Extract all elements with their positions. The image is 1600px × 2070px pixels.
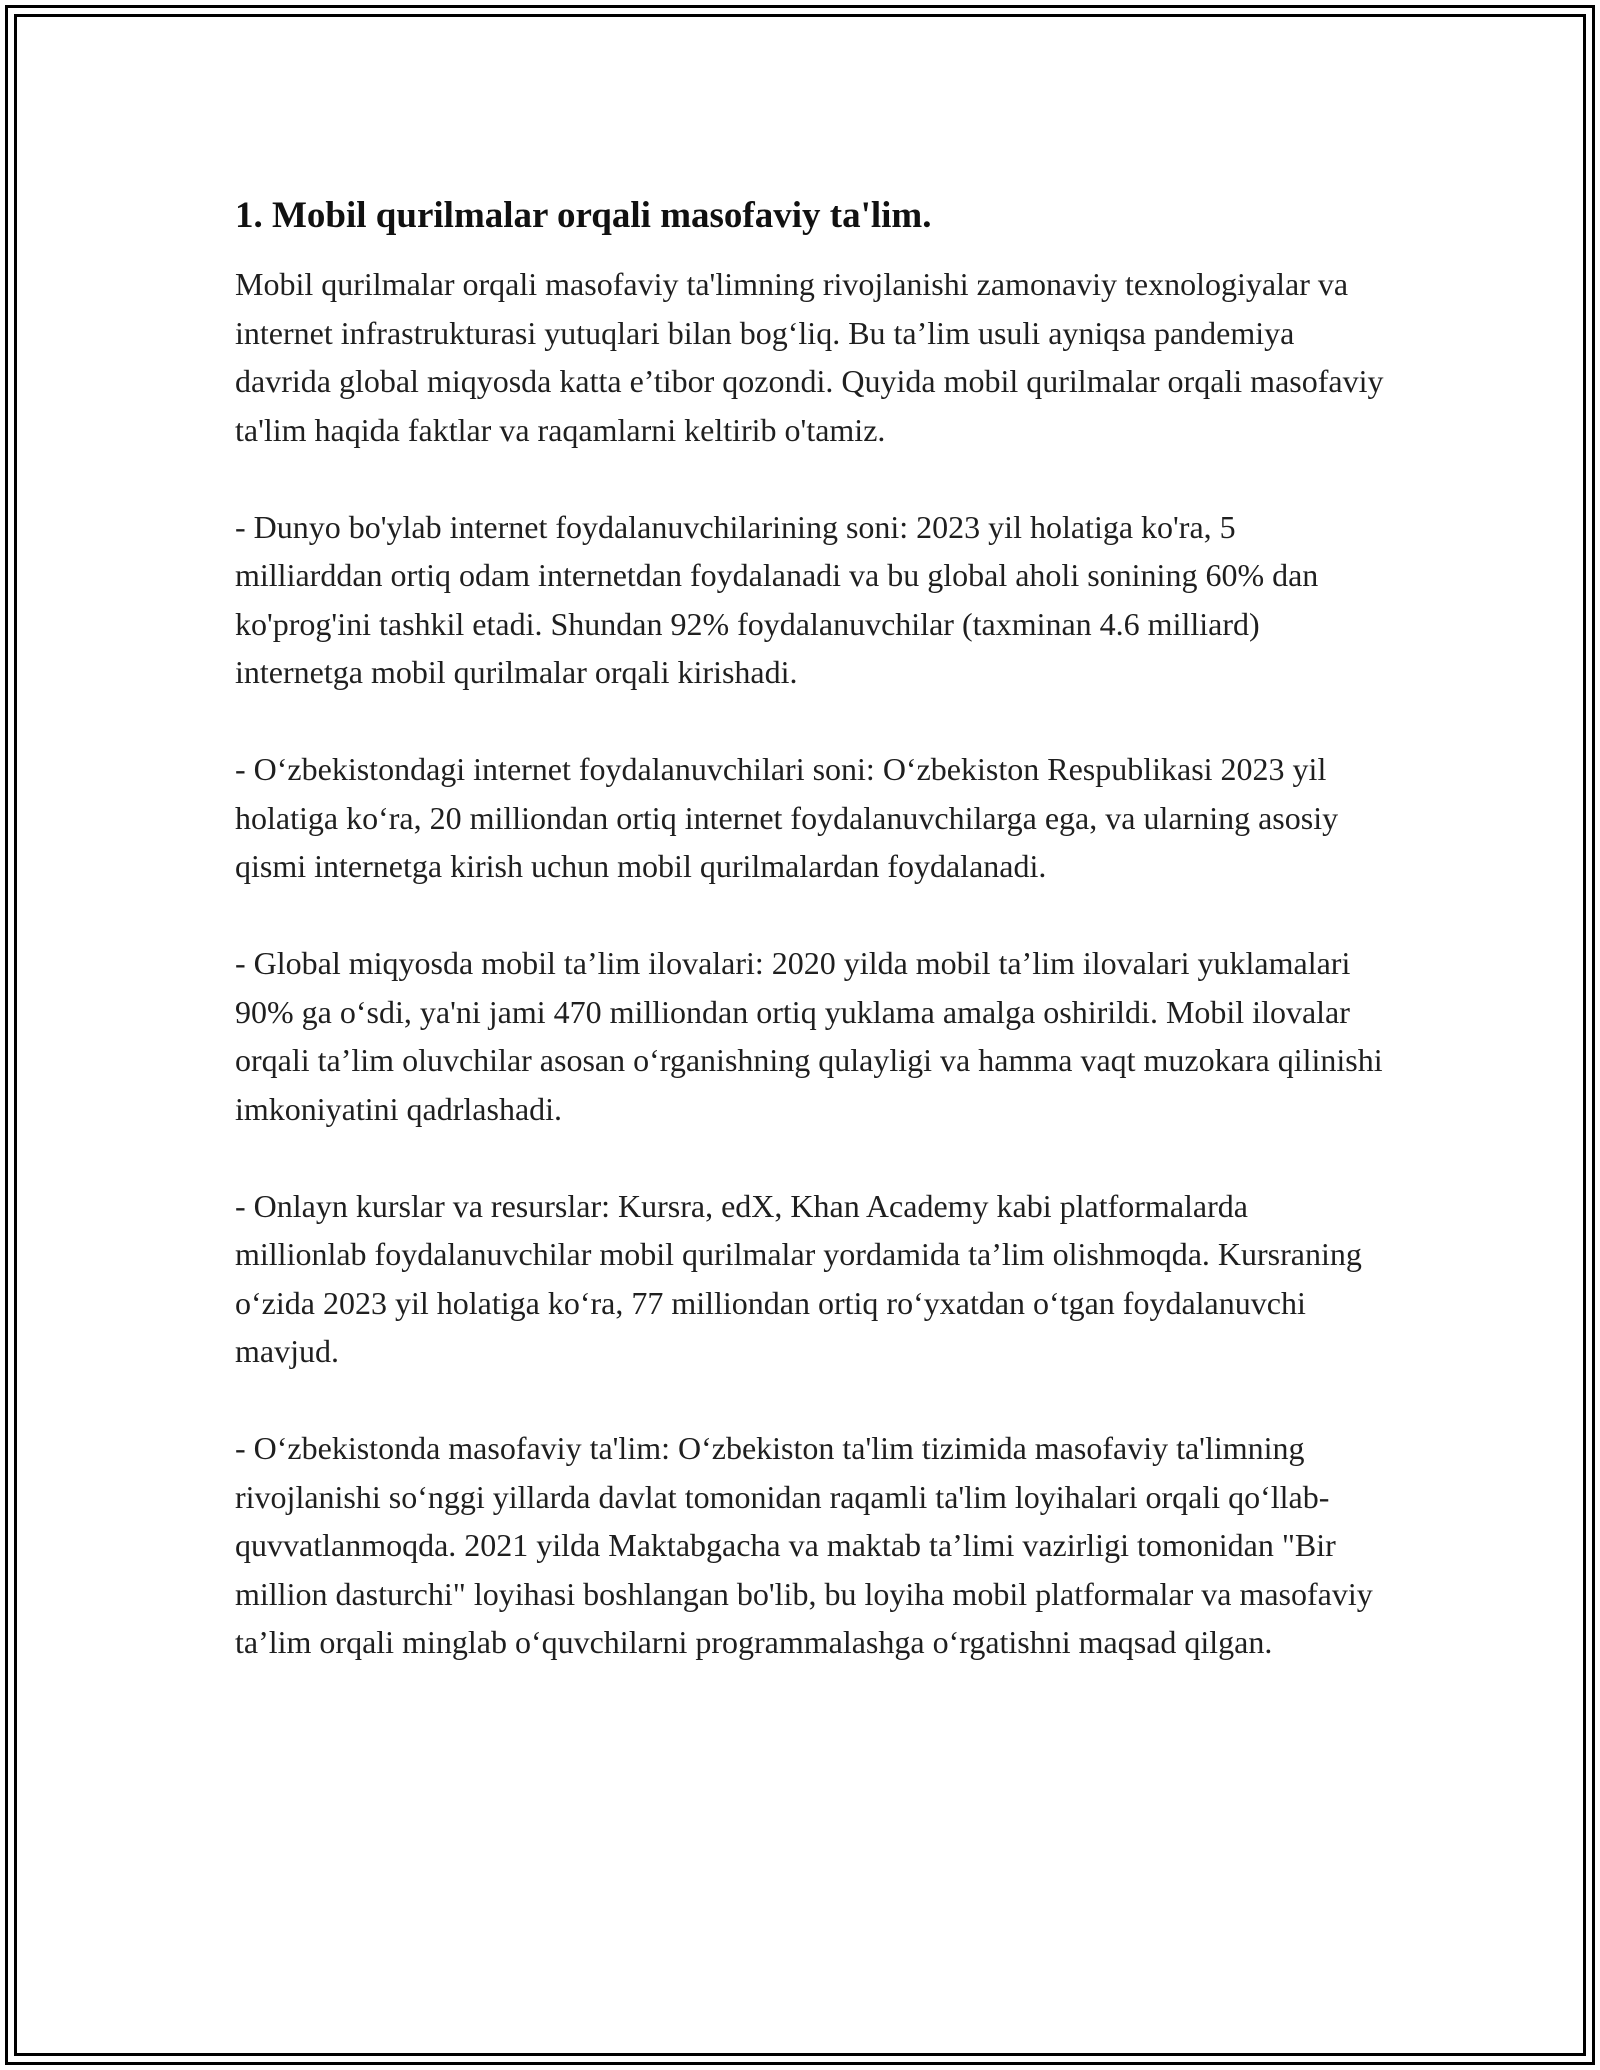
fact-internet-users-world: - Dunyo bo'ylab internet foydalanuvchilarining soni: 2023 yil holatiga ko'ra, 5 milliarddan ortiq odam internetdan foydalanadi va bu global aholi sonining 60% dan ko'prog'ini tashkil etadi. Shundan 92% foydalanuvchilar (taxminan 4.6 milliard) internetga mobil qurilmalar orqali kirishadi.	[235, 508, 1319, 690]
section-heading: 1. Mobil qurilmalar orqali masofaviy ta'lim.	[235, 195, 932, 236]
fact-distance-learning-uzbekistan: - O‘zbekistonda masofaviy ta'lim: O‘zbekiston ta'lim tizimida masofaviy ta'limning rivojlanishi so‘nggi yillarda davlat tomonidan raqamli ta'lim loyihalari orqali qo‘llab-quvvatlanmoqda. 2021 yilda Maktabgacha va maktab ta’limi vazirligi tomonidan "Bir million dasturchi" loyihasi boshlangan bo'lib, bu loyiha mobil platformalar va masofaviy ta’lim orqali minglab o‘quvchilarni programmalashga o‘rgatishni maqsad qilgan.	[235, 1430, 1373, 1660]
fact-mobile-learning-apps: - Global miqyosda mobil ta’lim ilovalari: 2020 yilda mobil ta’lim ilovalari yuklamalari 90% ga o‘sdi, ya'ni jami 470 milliondan ortiq yuklama amalga oshirildi. Mobil ilovalar orqali ta’lim oluvchilar asosan o‘rganishning qulayligi va hamma vaqt muzokara qilinishi imkoniyatini qadrlashadi.	[235, 945, 1383, 1127]
intro-paragraph: Mobil qurilmalar orqali masofaviy ta'limning rivojlanishi zamonaviy texnologiyalar va internet infrastrukturasi yutuqlari bilan bog‘liq. Bu ta’lim usuli ayniqsa pandemiya davrida global miqyosda katta e’tibor qozondi. Quyida mobil qurilmalar orqali masofaviy ta'lim haqida faktlar va raqamlarni keltirib o'tamiz.	[235, 266, 1384, 448]
document-body	[235, 188, 1385, 1667]
fact-online-courses: - Onlayn kurslar va resurslar: Kursra, edX, Khan Academy kabi platformalarda millionlab foydalanuvchilar mobil qurilmalar yordamida ta’lim olishmoqda. Kursraning o‘zida 2023 yil holatiga ko‘ra, 77 milliondan ortiq ro‘yxatdan o‘tgan foydalanuvchi mavjud.	[235, 1187, 1362, 1369]
fact-internet-users-uzbekistan: - O‘zbekistondagi internet foydalanuvchilari soni: O‘zbekiston Respublikasi 2023 yil holatiga ko‘ra, 20 milliondan ortiq internet foydalanuvchilarga ega, va ularning asosiy qismi internetga kirish uchun mobil qurilmalardan foydalanadi.	[235, 751, 1339, 884]
